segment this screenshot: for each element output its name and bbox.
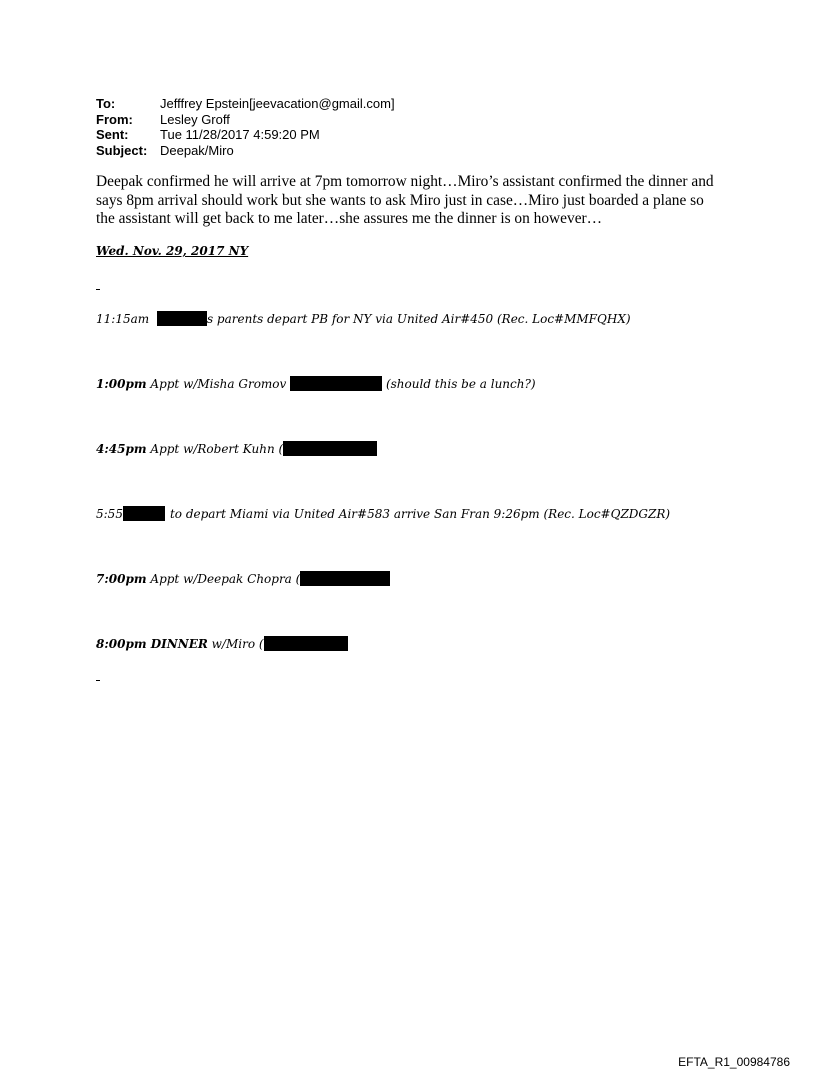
item-text: Appt w/Misha Gromov (150, 377, 287, 391)
email-body: Deepak confirmed he will arrive at 7pm tomorrow night…Miro’s assistant confirmed the dinner and says 8pm arrival should work but she wants to ask Miro just in case…Miro just boarded a plane so the assistant will get back to me later…she assures me the dinner is on however… (96, 173, 714, 227)
from-label: From: (96, 111, 133, 127)
subject-label: Subject: (96, 142, 148, 158)
item-time: 5:55 (96, 507, 123, 521)
item-time: 7:00pm (96, 572, 147, 586)
schedule-item-5 (96, 571, 390, 586)
to-label: To: (96, 96, 116, 111)
item-text: Appt w/Deepak Chopra ( (150, 572, 301, 586)
schedule-item-1 (96, 311, 631, 326)
subject-value: Deepak/Miro (160, 142, 234, 158)
item-text: w/Miro ( (211, 637, 264, 651)
dash-mark (96, 680, 100, 681)
document-id: EFTA_R1_00984786 (678, 1055, 790, 1069)
item-text: s parents depart PB for NY via United Air#450 (Rec. Loc#MMFQHX) (206, 312, 631, 326)
subject-row (96, 143, 395, 159)
schedule-item-3 (96, 441, 377, 456)
redaction-box (264, 636, 348, 651)
redaction-box (290, 376, 382, 391)
dash-mark (96, 289, 100, 290)
email-header (96, 96, 395, 158)
item-time: 11:15am (96, 312, 150, 326)
sent-label: Sent: (96, 127, 129, 142)
item-text: to depart Miami via United Air#583 arrive San Fran 9:26pm (Rec. Loc#QZDGZR) (169, 507, 671, 521)
redaction-box (157, 311, 207, 326)
item-suffix: (should this be a lunch?) (385, 377, 536, 391)
to-value: Jefffrey Epstein[jeevacation@gmail.com] (160, 96, 395, 111)
from-row (96, 112, 395, 128)
sent-value: Tue 11/28/2017 4:59:20 PM (160, 127, 320, 142)
to-row (96, 96, 395, 112)
redaction-box (300, 571, 390, 586)
sent-row (96, 127, 395, 143)
redaction-box (283, 441, 377, 456)
schedule-date: Wed. Nov. 29, 2017 NY (96, 244, 249, 258)
item-time: 1:00pm (96, 377, 147, 391)
item-time: 8:00pm DINNER (96, 637, 208, 651)
schedule-item-2 (96, 376, 536, 391)
item-text: Appt w/Robert Kuhn ( (150, 442, 284, 456)
schedule-item-4 (96, 506, 670, 521)
schedule-item-6 (96, 636, 348, 651)
redaction-box (123, 506, 165, 521)
from-value: Lesley Groff (160, 111, 230, 127)
item-time: 4:45pm (96, 442, 147, 456)
